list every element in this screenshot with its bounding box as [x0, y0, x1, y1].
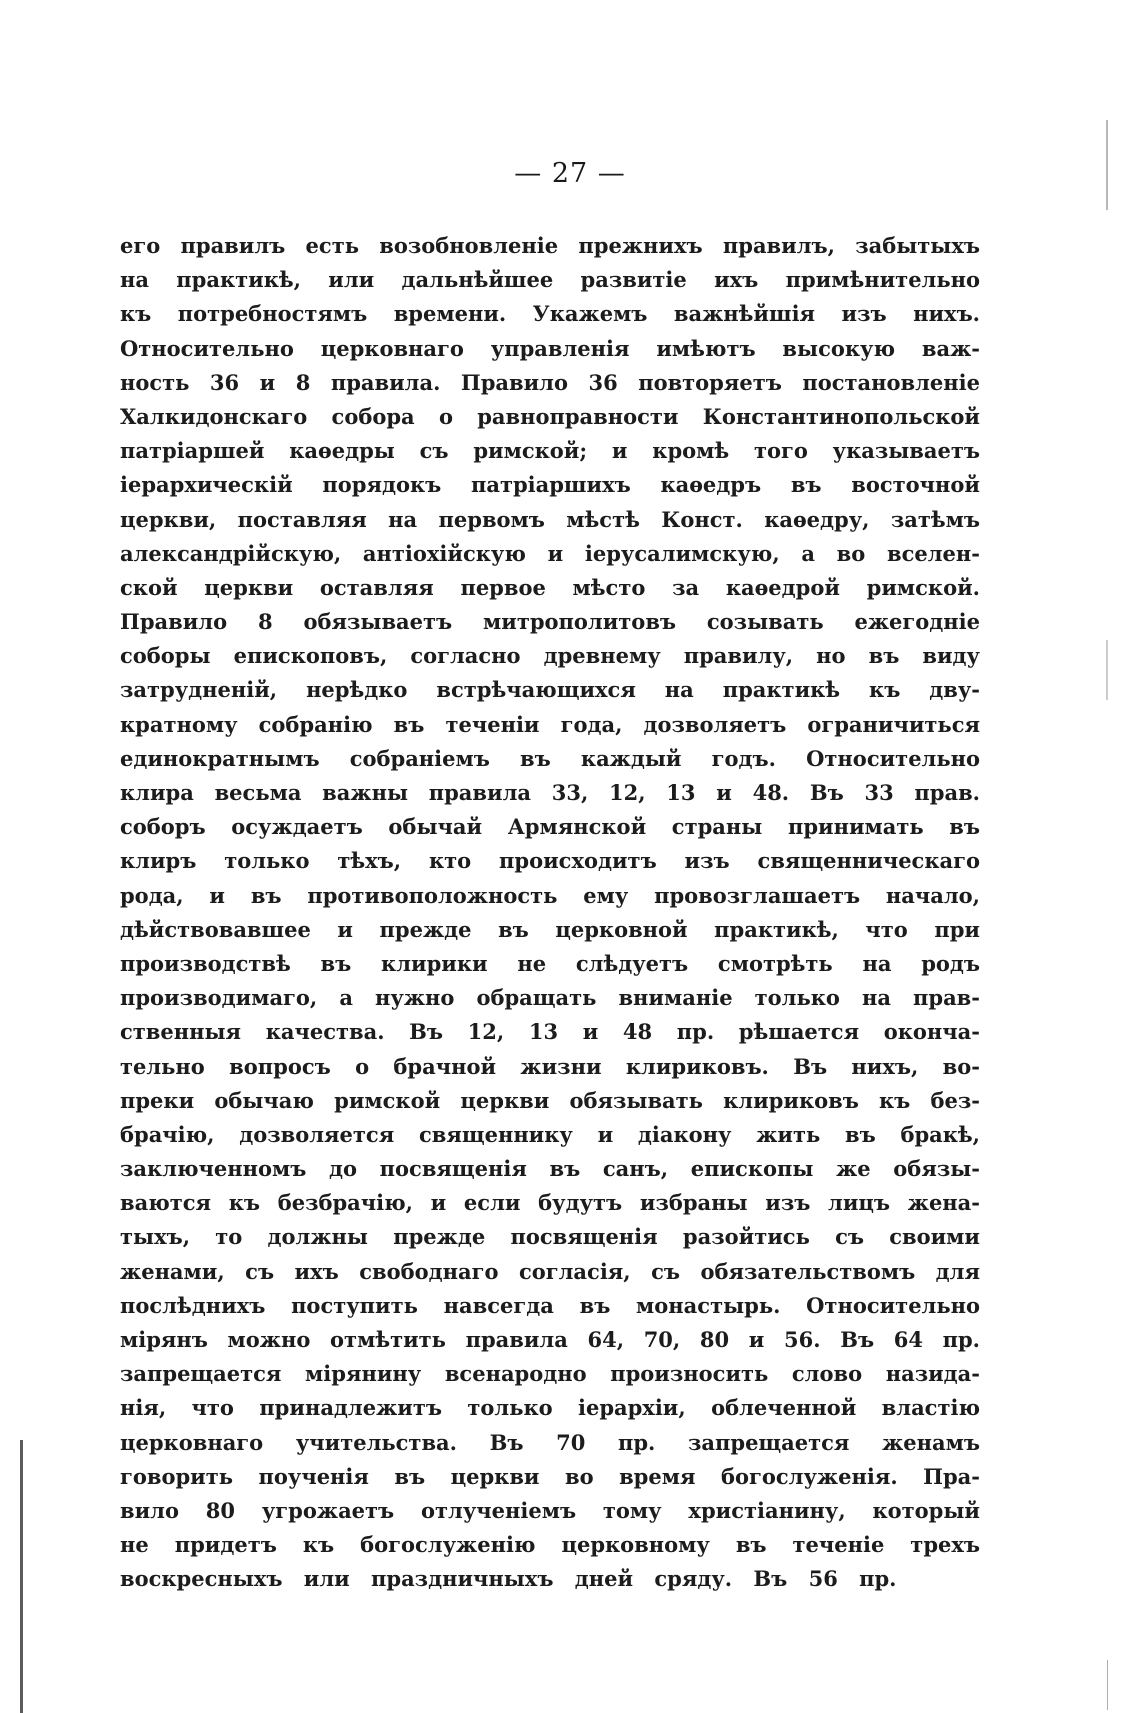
text-line: запрещается мірянину всенародно произносить слово назида-	[120, 1361, 980, 1387]
text-line: церковнаго учительства. Въ 70 пр. запрещается женамъ	[120, 1429, 980, 1455]
text-line: заключенномъ до посвященія въ санъ, епископы же обязы-	[120, 1156, 980, 1182]
text-line: тыхъ, то должны прежде посвященія разойтись съ своими	[120, 1224, 980, 1250]
text-line: нія, что принадлежитъ только іерархіи, облеченной властію	[120, 1395, 980, 1421]
text-line: ность 36 и 8 правила. Правило 36 повторяетъ постановленіе	[120, 369, 980, 395]
text-line: Правило 8 обязываетъ митрополитовъ созывать ежегодніе	[120, 609, 980, 635]
text-line: преки обычаю римской церкви обязывать клириковъ къ без-	[120, 1087, 980, 1113]
text-line: соборъ осуждаетъ обычай Армянской страны принимать въ	[120, 814, 980, 840]
text-line: Относительно церковнаго управленія имѣютъ высокую важ-	[120, 335, 980, 361]
text-line: ваются къ безбрачію, и если будутъ избраны изъ лицъ жена-	[120, 1190, 980, 1216]
text-line: на практикѣ, или дальнѣйшее развитіе ихъ примѣнительно	[120, 267, 980, 293]
text-line: дѣйствовавшее и прежде въ церковной практикѣ, что при	[120, 916, 980, 942]
text-line: брачію, дозволяется священнику и діакону жить въ бракѣ,	[120, 1121, 980, 1147]
scan-edge-mark	[1106, 120, 1108, 210]
text-line: къ потребностямъ времени. Укажемъ важнѣйшія изъ нихъ.	[120, 301, 980, 327]
scan-edge-mark	[1107, 1660, 1108, 1710]
text-line: тельно вопросъ о брачной жизни клириковъ. Въ нихъ, во-	[120, 1053, 980, 1079]
text-line: говорить поученія въ церкви во время богослуженія. Пра-	[120, 1463, 980, 1489]
text-line: александрійскую, антіохійскую и іерусалимскую, а во вселен-	[120, 540, 980, 566]
text-line: женами, съ ихъ свободнаго согласія, съ обязательствомъ для	[120, 1258, 980, 1284]
text-line: производствѣ въ клирики не слѣдуетъ смотрѣть на родъ	[120, 950, 980, 976]
text-line: іерархическій порядокъ патріаршихъ каѳедръ въ восточной	[120, 472, 980, 498]
text-line: клиръ только тѣхъ, кто происходитъ изъ священническаго	[120, 848, 980, 874]
text-line: производимаго, а нужно обращать вниманіе только на прав-	[120, 985, 980, 1011]
scan-edge-mark	[20, 1440, 23, 1713]
text-line: соборы епископовъ, согласно древнему правилу, но въ виду	[120, 643, 980, 669]
text-line: ственныя качества. Въ 12, 13 и 48 пр. рѣшается оконча-	[120, 1019, 980, 1045]
text-line: послѣднихъ поступить навсегда въ монастырь. Относительно	[120, 1292, 980, 1318]
text-line: патріаршей каѳедры съ римской; и кромѣ того указываетъ	[120, 438, 980, 464]
page-number: — 27 —	[514, 158, 626, 189]
text-line: его правилъ есть возобновленіе прежнихъ правилъ, забытыхъ	[120, 233, 980, 258]
text-line: рода, и въ противоположность ему провозглашаетъ начало,	[120, 882, 980, 908]
text-line: мірянъ можно отмѣтить правила 64, 70, 80 и 56. Въ 64 пр.	[120, 1327, 980, 1352]
body-text	[120, 229, 980, 1597]
text-line: ской церкви оставляя первое мѣсто за каѳедрой римской.	[120, 574, 980, 600]
text-line: кратному собранію въ теченіи года, дозволяетъ ограничиться	[120, 711, 980, 737]
text-line: воскресныхъ или праздничныхъ дней сряду. Въ 56 пр.	[120, 1566, 897, 1592]
text-line: Халкидонскаго собора о равноправности Константинопольской	[120, 403, 980, 429]
text-line: единократнымъ собраніемъ въ каждый годъ. Относительно	[120, 745, 980, 771]
text-line: затрудненій, нерѣдко встрѣчающихся на практикѣ къ дву-	[120, 677, 980, 703]
scan-edge-mark	[1106, 640, 1108, 700]
text-line: не придетъ къ богослуженію церковному въ теченіе трехъ	[120, 1532, 980, 1558]
text-line: клира весьма важны правила 33, 12, 13 и 48. Въ 33 прав.	[120, 780, 980, 805]
text-line: церкви, поставляя на первомъ мѣстѣ Конст. каѳедру, затѣмъ	[120, 506, 980, 532]
text-line: вило 80 угрожаетъ отлученіемъ тому христіанину, который	[120, 1497, 980, 1523]
